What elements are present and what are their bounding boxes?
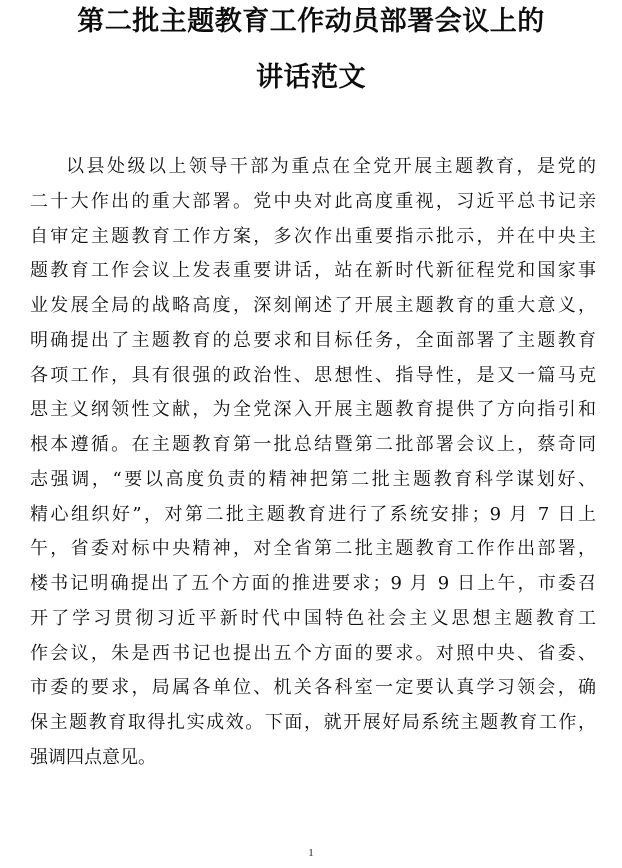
body-line-2: 二十大作出的重大部署。党中央对此高度重视，习近平总书记亲 bbox=[30, 190, 596, 212]
body-line-7: 各项工作，具有很强的政治性、思想性、指导性，是又一篇马克 bbox=[30, 364, 596, 386]
body-line-10: 志强调，“要以高度负责的精神把第二批主题教育科学谋划好、 bbox=[30, 468, 596, 490]
body-line-6: 明确提出了主题教育的总要求和目标任务，全面部署了主题教育 bbox=[30, 329, 596, 351]
body-line-14: 开了学习贯彻习近平新时代中国特色社会主义思想主题教育工 bbox=[30, 607, 596, 629]
body-line-12: 午，省委对标中央精神，对全省第二批主题教育工作作出部署， bbox=[30, 538, 596, 560]
body-line-11: 精心组织好”，对第二批主题教育进行了系统安排；9 月 7 日上 bbox=[30, 503, 596, 525]
document-title-line-2: 讲话范文 bbox=[256, 62, 366, 93]
body-line-15: 作会议，朱是西书记也提出五个方面的要求。对照中央、省委、 bbox=[30, 642, 596, 664]
body-line-5: 业发展全局的战略高度，深刻阐述了开展主题教育的重大意义， bbox=[30, 295, 596, 316]
body-line-9: 根本遵循。在主题教育第一批总结暨第二批部署会议上，蔡奇同 bbox=[30, 434, 596, 455]
body-line-16: 市委的要求，局属各单位、机关各科室一定要认真学习领会，确 bbox=[30, 677, 596, 699]
body-line-1: 以县处级以上领导干部为重点在全党开展主题教育，是党的 bbox=[66, 156, 596, 177]
document-title-line-1: 第二批主题教育工作动员部署会议上的 bbox=[77, 6, 545, 37]
page-number: 1 bbox=[308, 847, 314, 859]
body-line-4: 题教育工作会议上发表重要讲话，站在新时代新征程党和国家事 bbox=[30, 260, 596, 282]
body-line-17: 保主题教育取得扎实成效。下面，就开展好局系统主题教育工作， bbox=[30, 712, 596, 733]
body-paragraph bbox=[30, 150, 596, 776]
body-line-18: 强调四点意见。 bbox=[30, 746, 156, 768]
body-line-13: 楼书记明确提出了五个方面的推进要求；9 月 9 日上午，市委召 bbox=[30, 573, 596, 594]
body-line-8: 思主义纲领性文献，为全党深入开展主题教育提供了方向指引和 bbox=[30, 399, 596, 421]
body-line-3: 自审定主题教育工作方案，多次作出重要指示批示，并在中央主 bbox=[30, 225, 596, 247]
